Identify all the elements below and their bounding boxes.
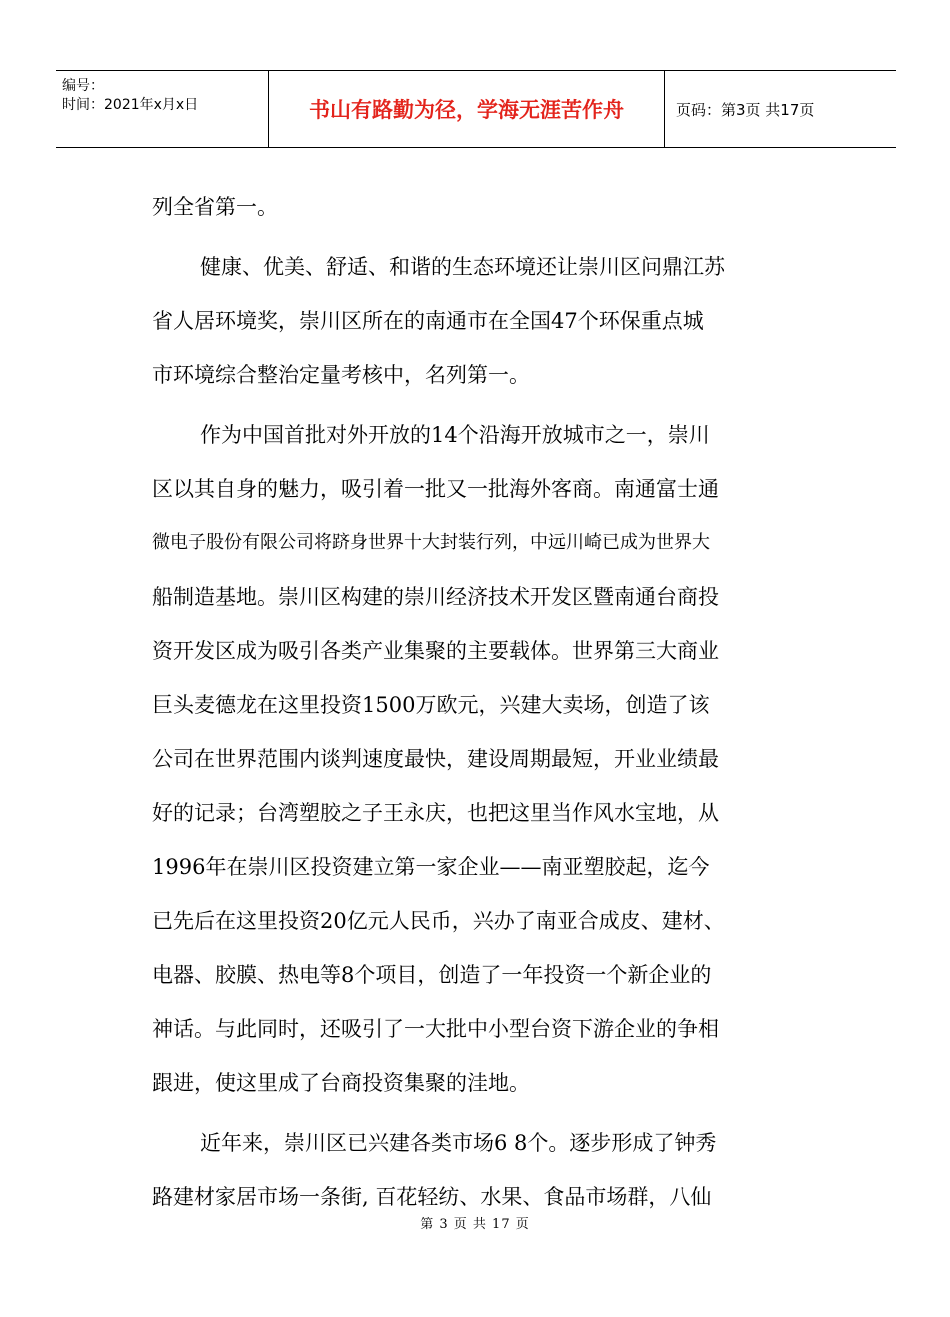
header-divider xyxy=(664,71,665,147)
document-header xyxy=(56,70,896,148)
body-line: 微电子股份有限公司将跻身世界十大封装行列，中远川崎已成为世界大 xyxy=(152,532,710,553)
body-line: 电器、胶膜、热电等8个项目，创造了一年投资一个新企业的 xyxy=(152,963,712,987)
body-line: 健康、优美、舒适、和谐的生态环境还让崇川区问鼎江苏 xyxy=(200,255,725,279)
body-line: 路建材家居市场一条街, 百花轻纺、水果、食品市场群，八仙 xyxy=(152,1185,712,1209)
header-motto: 书山有路勤为径，学海无涯苦作舟 xyxy=(309,98,624,122)
body-line: 区以其自身的魅力，吸引着一批又一批海外客商。南通富士通 xyxy=(152,477,719,501)
header-meta xyxy=(62,77,198,115)
body-line: 神话。与此同时，还吸引了一大批中小型台资下游企业的争相 xyxy=(152,1017,719,1041)
body-line: 列全省第一。 xyxy=(152,195,278,219)
header-page-number: 页码：第3页 共17页 xyxy=(676,100,815,119)
body-line: 跟进，使这里成了台商投资集聚的洼地。 xyxy=(152,1071,530,1095)
body-line: 资开发区成为吸引各类产业集聚的主要载体。世界第三大商业 xyxy=(152,639,719,663)
body-line: 1996年在崇川区投资建立第一家企业——南亚塑胶起，迄今 xyxy=(152,855,710,879)
time-label: 时间：2021年x月x日 xyxy=(62,97,199,113)
body-line: 巨头麦德龙在这里投资1500万欧元，兴建大卖场，创造了该 xyxy=(152,693,710,717)
body-line: 作为中国首批对外开放的14个沿海开放城市之一，崇川 xyxy=(200,423,710,447)
body-line: 公司在世界范围内谈判速度最快，建设周期最短，开业业绩最 xyxy=(152,747,719,771)
document-body xyxy=(152,180,812,1224)
body-line: 市环境综合整治定量考核中，名列第一。 xyxy=(152,363,530,387)
page-footer: 第 3 页 共 17 页 xyxy=(420,1217,530,1232)
body-line: 近年来，崇川区已兴建各类市场6 8个。逐步形成了钟秀 xyxy=(200,1131,717,1155)
number-label: 编号： xyxy=(62,78,104,94)
body-line: 已先后在这里投资20亿元人民币，兴办了南亚合成皮、建材、 xyxy=(152,909,725,933)
body-line: 好的记录；台湾塑胶之子王永庆，也把这里当作风水宝地，从 xyxy=(152,801,719,825)
body-line: 省人居环境奖，崇川区所在的南通市在全国47个环保重点城 xyxy=(152,309,704,333)
body-line: 船制造基地。崇川区构建的崇川经济技术开发区暨南通台商投 xyxy=(152,585,719,609)
